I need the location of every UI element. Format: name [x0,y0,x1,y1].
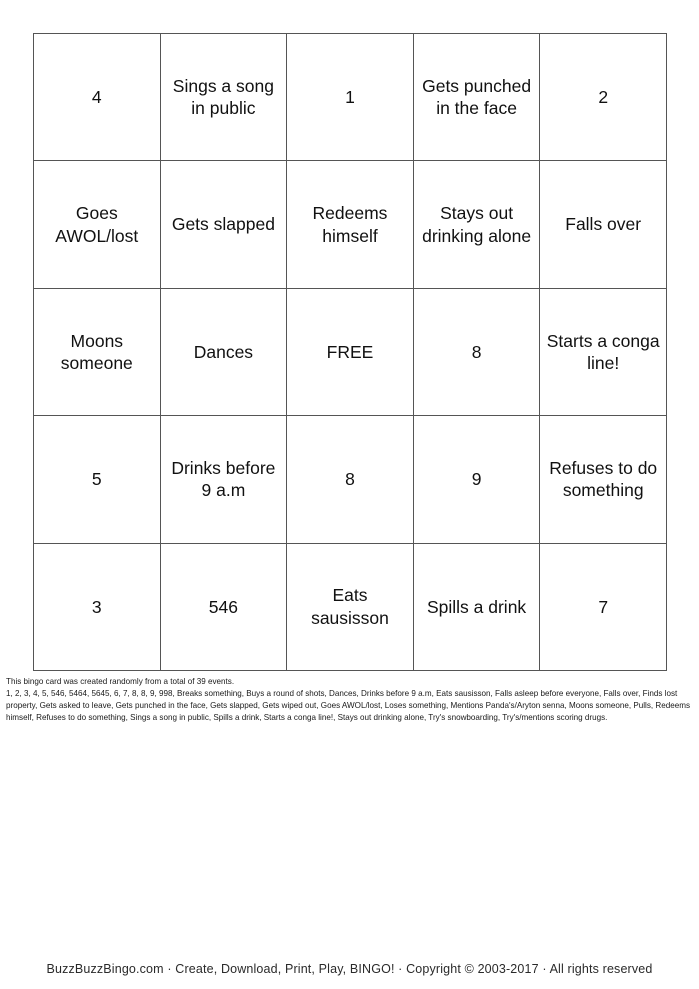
table-row [34,161,667,288]
bingo-cell-r5c2[interactable]: 546 [160,543,287,670]
bingo-cell-r5c1[interactable]: 3 [34,543,161,670]
bingo-cell-free-space[interactable]: FREE [287,288,414,415]
bingo-cell-r3c5[interactable]: Starts a conga line! [540,288,667,415]
fineprint-block [6,676,694,724]
bingo-cell-r2c2[interactable]: Gets slapped [160,161,287,288]
site-footer: BuzzBuzzBingo.com · Create, Download, Print, Play, BINGO! · Copyright © 2003-2017 · All rights reserved [46,962,653,976]
bingo-cell-r5c3[interactable]: Eats sausisson [287,543,414,670]
bingo-cell-r2c1[interactable]: Goes AWOL/lost [34,161,161,288]
bingo-cell-r1c3[interactable]: 1 [287,34,414,161]
bingo-cell-r1c1[interactable]: 4 [34,34,161,161]
bingo-cell-r5c5[interactable]: 7 [540,543,667,670]
bingo-grid-body [34,34,667,671]
bingo-cell-r3c4[interactable]: 8 [413,288,540,415]
bingo-cell-r1c5[interactable]: 2 [540,34,667,161]
bingo-cell-r4c2[interactable]: Drinks before 9 a.m [160,416,287,543]
fineprint-event-list: 1, 2, 3, 4, 5, 546, 5464, 5645, 6, 7, 8, 8, 9, 998, Breaks something, Buys a round of shots, Dances, Drinks before 9 a.m, Eats sausisson, Falls asleep before everyone, Falls over, Finds lost property, Gets asked to leave, Gets punched in the face, Gets slapped, Gets wiped out, Goes AWOL/lost, Loses something, Mentions Panda's/Aryton senna, Moons someone, Pulls, Redeems himself, Refuses to do something, Sings a song in public, Spills a drink, Starts a conga line!, Stays out drinking alone, Try's snowboarding, Try's/mentions scoring drugs. [6,689,691,723]
table-row [34,34,667,161]
bingo-cell-r4c1[interactable]: 5 [34,416,161,543]
bingo-cell-r4c5[interactable]: Refuses to do something [540,416,667,543]
bingo-cell-r1c2[interactable]: Sings a song in public [160,34,287,161]
bingo-cell-r4c4[interactable]: 9 [413,416,540,543]
table-row [34,543,667,670]
fineprint-summary: This bingo card was created randomly from a total of 39 events. [6,677,235,686]
bingo-cell-r4c3[interactable]: 8 [287,416,414,543]
bingo-cell-r2c5[interactable]: Falls over [540,161,667,288]
bingo-cell-r2c4[interactable]: Stays out drinking alone [413,161,540,288]
bingo-cell-r2c3[interactable]: Redeems himself [287,161,414,288]
bingo-cell-r3c1[interactable]: Moons someone [34,288,161,415]
bingo-cell-r3c2[interactable]: Dances [160,288,287,415]
bingo-cell-r5c4[interactable]: Spills a drink [413,543,540,670]
table-row [34,288,667,415]
table-row [34,416,667,543]
bingo-cell-r1c4[interactable]: Gets punched in the face [413,34,540,161]
bingo-grid [33,33,667,671]
